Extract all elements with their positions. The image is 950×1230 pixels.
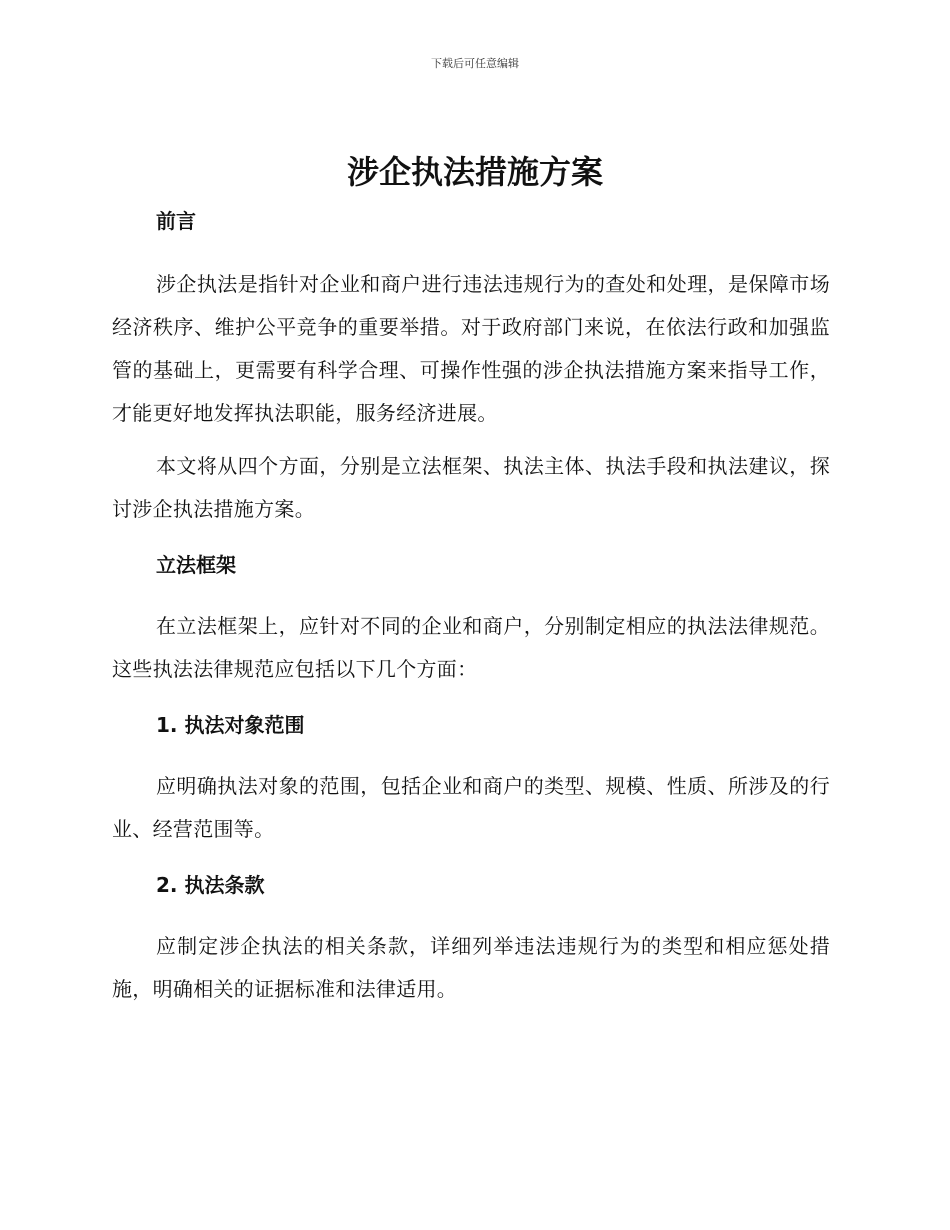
- heading-framework: 立法框架: [156, 553, 236, 577]
- paragraph-preface-1: 涉企执法是指针对企业和商户进行违法违规行为的查处和处理，是保障市场经济秩序、维护公平竞争的重要举措。对于政府部门来说，在依法行政和加强监管的基础上，更需要有科学合理、可操作性强的涉企执法措施方案来指导工作，才能更好地发挥执法职能，服务经济进展。: [112, 272, 830, 425]
- heading-preface: 前言: [156, 209, 196, 233]
- paragraph-sub2: 应制定涉企执法的相关条款，详细列举违法违规行为的类型和相应惩处措施，明确相关的证据标准和法律适用。: [112, 934, 830, 1001]
- heading-sub1: 1. 执法对象范围: [156, 713, 305, 737]
- page-header-note: 下载后可任意编辑: [431, 57, 519, 70]
- document-body: [112, 205, 830, 1011]
- paragraph-preface-2: 本文将从四个方面，分别是立法框架、执法主体、执法手段和执法建议，探讨涉企执法措施方案。: [112, 454, 830, 521]
- paragraph-sub1: 应明确执法对象的范围，包括企业和商户的类型、规模、性质、所涉及的行业、经营范围等。: [112, 774, 830, 841]
- paragraph-framework-1: 在立法框架上，应针对不同的企业和商户，分别制定相应的执法法律规范。这些执法法律规范应包括以下几个方面：: [112, 614, 830, 681]
- heading-sub2: 2. 执法条款: [156, 873, 265, 897]
- document-title: 涉企执法措施方案: [346, 153, 603, 191]
